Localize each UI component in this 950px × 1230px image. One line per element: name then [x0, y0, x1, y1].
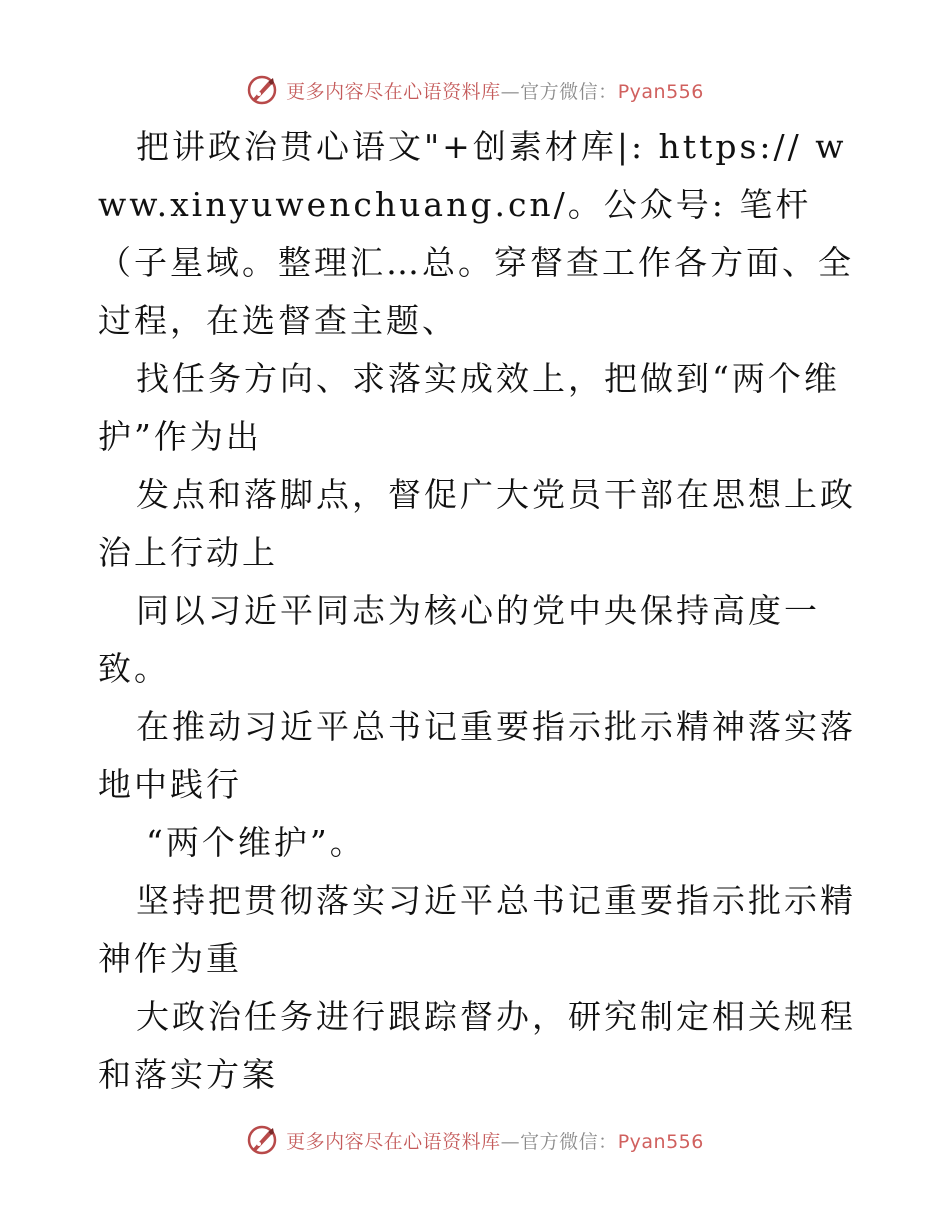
header-banner-text: [286, 77, 704, 104]
paragraph-5: 在推动习近平总书记重要指示批示精神落实落地中践行: [98, 707, 856, 804]
paragraph-3: 发点和落脚点，督促广大党员干部在思想上政治上行动上: [98, 475, 856, 572]
paragraph-8: 大政治任务进行跟踪督办，研究制定相关规程和落实方案: [98, 997, 856, 1094]
wechat-id: Pyan556: [617, 1130, 704, 1153]
quill-pen-logo-icon: [246, 1124, 278, 1156]
paragraph-2: 找任务方向、求落实成效上，把做到“两个维护”作为出: [98, 359, 840, 456]
wechat-label: 官方微信：: [520, 1130, 618, 1153]
banner-dash: —: [500, 1130, 521, 1153]
site-text: 更多内容尽在心语资料库: [286, 80, 501, 103]
paragraph-1: 把讲政治贯心语文"+创素材库|: https:// www.xinyuwenchuang.cn/。公众号: 笔杆（子星域。整理汇…总。穿督查工作各方面、全过程，在选督查主题、: [98, 127, 854, 340]
wechat-label: 官方微信：: [520, 80, 618, 103]
header-banner: [0, 70, 950, 110]
quill-pen-logo-icon: [246, 74, 278, 106]
banner-dash: —: [500, 80, 521, 103]
footer-banner: [0, 1120, 950, 1160]
document-body: [98, 118, 858, 1104]
wechat-id: Pyan556: [617, 80, 704, 103]
footer-banner-text: [286, 1127, 704, 1154]
site-text: 更多内容尽在心语资料库: [286, 1130, 501, 1153]
paragraph-4: 同以习近平同志为核心的党中央保持高度一致。: [98, 591, 820, 688]
paragraph-7: 坚持把贯彻落实习近平总书记重要指示批示精神作为重: [98, 881, 856, 978]
paragraph-6: “两个维护”。: [146, 823, 366, 862]
